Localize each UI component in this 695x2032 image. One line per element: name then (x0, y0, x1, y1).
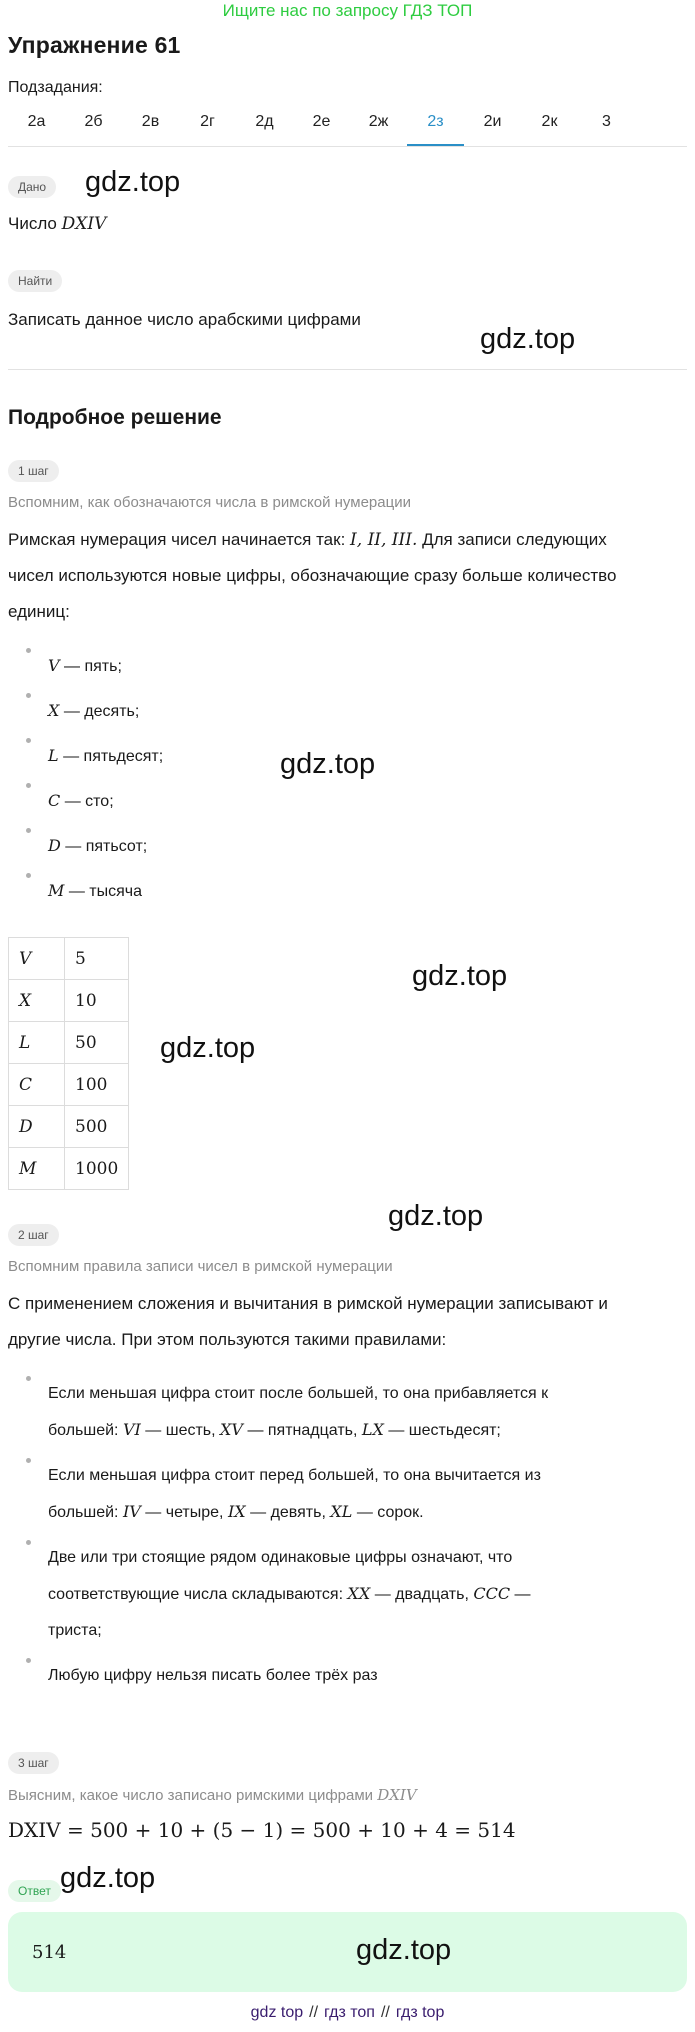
watermark: gdz.top (60, 1862, 156, 1894)
numeral-text: — пять; (64, 658, 122, 675)
step2-pill: 2 шаг (8, 1224, 59, 1246)
rule-math: XV (220, 1420, 243, 1439)
footer-separator: // (380, 2004, 390, 2021)
rules-list (8, 1376, 687, 1698)
rule-math: XL (330, 1502, 353, 1521)
table-cell: V (9, 938, 65, 980)
rule-math: LX (361, 1420, 384, 1439)
given-value: DXIV (61, 214, 107, 234)
solution-title: Подробное решение (8, 406, 222, 429)
tab-2k[interactable]: 2к (541, 113, 558, 130)
rule-line (48, 1576, 687, 1613)
rule-text: — шестьдесят; (388, 1422, 501, 1439)
step1-block (8, 460, 59, 482)
tab-2v[interactable]: 2в (141, 113, 160, 130)
numeral-symbol: C (48, 791, 61, 810)
rule-math: CCC (473, 1584, 511, 1603)
watermark: gdz.top (480, 323, 576, 355)
find-block (8, 270, 62, 292)
numeral-symbol: V (48, 656, 60, 675)
footer-link[interactable]: гдз топ (324, 2004, 375, 2021)
numeral-symbol: X (48, 701, 60, 720)
footer-links (0, 2004, 695, 2022)
rule-line (48, 1412, 687, 1449)
list-item (8, 783, 687, 828)
list-item (8, 1376, 687, 1458)
table-cell: 1000 (65, 1148, 129, 1190)
table-cell: 5 (65, 938, 129, 980)
rule-text: соответствующие числа складываются: (48, 1586, 344, 1603)
answer-value: 514 (32, 1941, 67, 1963)
footer-link[interactable]: gdz top (250, 2004, 304, 2021)
step1-line1 (8, 522, 687, 558)
answer-pill-wrap (8, 1880, 61, 1902)
list-item (8, 1458, 687, 1540)
rule-math: XX (347, 1584, 371, 1603)
step2-line2: другие числа. При этом пользуются такими правилами: (8, 1330, 447, 1349)
rule-math: IX (227, 1502, 246, 1521)
tab-2e[interactable]: 2е (312, 113, 331, 130)
rule-text: — четыре, (145, 1504, 224, 1521)
page-title: Упражнение 61 (8, 32, 181, 58)
list-item (8, 873, 687, 918)
table-row (9, 1148, 129, 1190)
table-cell: D (9, 1106, 65, 1148)
answer-box (8, 1912, 687, 1992)
step3-hint (8, 1786, 417, 1804)
rule-text: — двадцать, (374, 1586, 469, 1603)
given-label: Число (8, 214, 57, 233)
table-cell: 50 (65, 1022, 129, 1064)
step3-formula (8, 1818, 516, 1842)
tab-2d[interactable]: 2д (255, 113, 274, 130)
table-row (9, 1064, 129, 1106)
watermark: gdz.top (85, 166, 181, 198)
numeral-symbol: M (48, 881, 65, 900)
tab-2zh[interactable]: 2ж (368, 113, 389, 130)
step3-hint-text: Выясним, какое число записано римскими цифрами (8, 1787, 374, 1804)
table-cell: 500 (65, 1106, 129, 1148)
given-block (8, 176, 56, 198)
table-cell: L (9, 1022, 65, 1064)
table-cell: M (9, 1148, 65, 1190)
table-cell: 10 (65, 980, 129, 1022)
rule-text: большей: (48, 1422, 119, 1439)
numeral-symbol: D (48, 836, 61, 855)
step2-paragraph (8, 1286, 687, 1358)
step3-hint-math: DXIV (377, 1786, 417, 1804)
step2-line1: С применением сложения и вычитания в римской нумерации записывают и (8, 1294, 608, 1313)
tab-2a[interactable]: 2а (27, 113, 46, 130)
table-cell: 100 (65, 1064, 129, 1106)
numeral-text: — пятьдесят; (63, 748, 164, 765)
footer-link[interactable]: гдз top (395, 2004, 445, 2021)
subtask-tabs (8, 107, 687, 147)
step3-pill: 3 шаг (8, 1752, 59, 1774)
rule-text: большей: (48, 1504, 119, 1521)
tab-2b[interactable]: 2б (84, 113, 103, 130)
given-pill: Дано (8, 176, 56, 198)
step1-line2: чисел используются новые цифры, обозначающие сразу больше количество (8, 566, 617, 585)
list-item (8, 1540, 687, 1658)
numeral-text: — десять; (63, 703, 140, 720)
table-cell: X (9, 980, 65, 1022)
numeral-list (8, 648, 687, 918)
step1-math: I, II, III. (350, 530, 418, 550)
find-text: Записать данное число арабскими цифрами (8, 310, 361, 329)
table-row (9, 938, 129, 980)
rule-math: VI (122, 1420, 141, 1439)
rule-line: Две или три стоящие рядом одинаковые цифры означают, что (48, 1549, 513, 1566)
numeral-symbol: L (48, 746, 59, 765)
rule-text: — сорок. (356, 1504, 424, 1521)
rule-line (48, 1494, 687, 1531)
step1-pill: 1 шаг (8, 460, 59, 482)
step1-text-a: Римская нумерация чисел начинается так: (8, 530, 346, 549)
footer-separator: // (309, 2004, 319, 2021)
table-cell: C (9, 1064, 65, 1106)
list-item (8, 693, 687, 738)
list-item (8, 648, 687, 693)
rule-text: — пятнадцать, (247, 1422, 358, 1439)
step1-text-b: Для записи следующих (422, 530, 607, 549)
subtasks-label: Подзадания: (8, 79, 103, 96)
tab-2g[interactable]: 2г (200, 113, 215, 130)
find-pill: Найти (8, 270, 62, 292)
table-row (9, 1106, 129, 1148)
step1-line3: единиц: (8, 602, 70, 621)
watermark: gdz.top (280, 748, 376, 780)
step3-block (8, 1752, 59, 1774)
watermark: gdz.top (412, 960, 508, 992)
step1-hint: Вспомним, как обозначаются числа в римской нумерации (8, 494, 411, 511)
numeral-text: — тысяча (68, 883, 143, 900)
rule-line: Если меньшая цифра стоит перед большей, то она вычитается из (48, 1467, 541, 1484)
rule-line: Любую цифру нельзя писать более трёх раз (48, 1667, 378, 1684)
formula-text: DXIV = 500 + 10 + (5 − 1) = 500 + 10 + 4 = 514 (8, 1818, 516, 1842)
given-text (8, 206, 106, 242)
rule-text: — (514, 1586, 531, 1603)
rule-text: — девять, (250, 1504, 326, 1521)
tab-2i[interactable]: 2и (483, 113, 502, 130)
tab-2z[interactable]: 2з (407, 106, 464, 146)
rule-math: IV (122, 1502, 141, 1521)
rule-text: — шесть, (145, 1422, 216, 1439)
step2-block (8, 1224, 59, 1246)
watermark: gdz.top (160, 1032, 256, 1064)
rule-line: Если меньшая цифра стоит после большей, то она прибавляется к (48, 1385, 549, 1402)
numeral-text: — пятьсот; (65, 838, 148, 855)
watermark: gdz.top (356, 1934, 452, 1966)
step1-paragraph (8, 522, 687, 630)
list-item (8, 1658, 687, 1698)
numeral-text: — сто; (64, 793, 114, 810)
search-banner[interactable]: Ищите нас по запросу ГДЗ ТОП (222, 1, 473, 20)
table-row (9, 980, 129, 1022)
tab-3[interactable]: 3 (602, 113, 611, 130)
answer-pill: Ответ (8, 1880, 61, 1902)
divider (8, 369, 687, 370)
table-row (9, 1022, 129, 1064)
rule-line: триста; (48, 1622, 102, 1639)
numeral-table (8, 937, 129, 1190)
step2-hint: Вспомним правила записи чисел в римской нумерации (8, 1258, 393, 1275)
watermark: gdz.top (388, 1200, 484, 1232)
list-item (8, 828, 687, 873)
